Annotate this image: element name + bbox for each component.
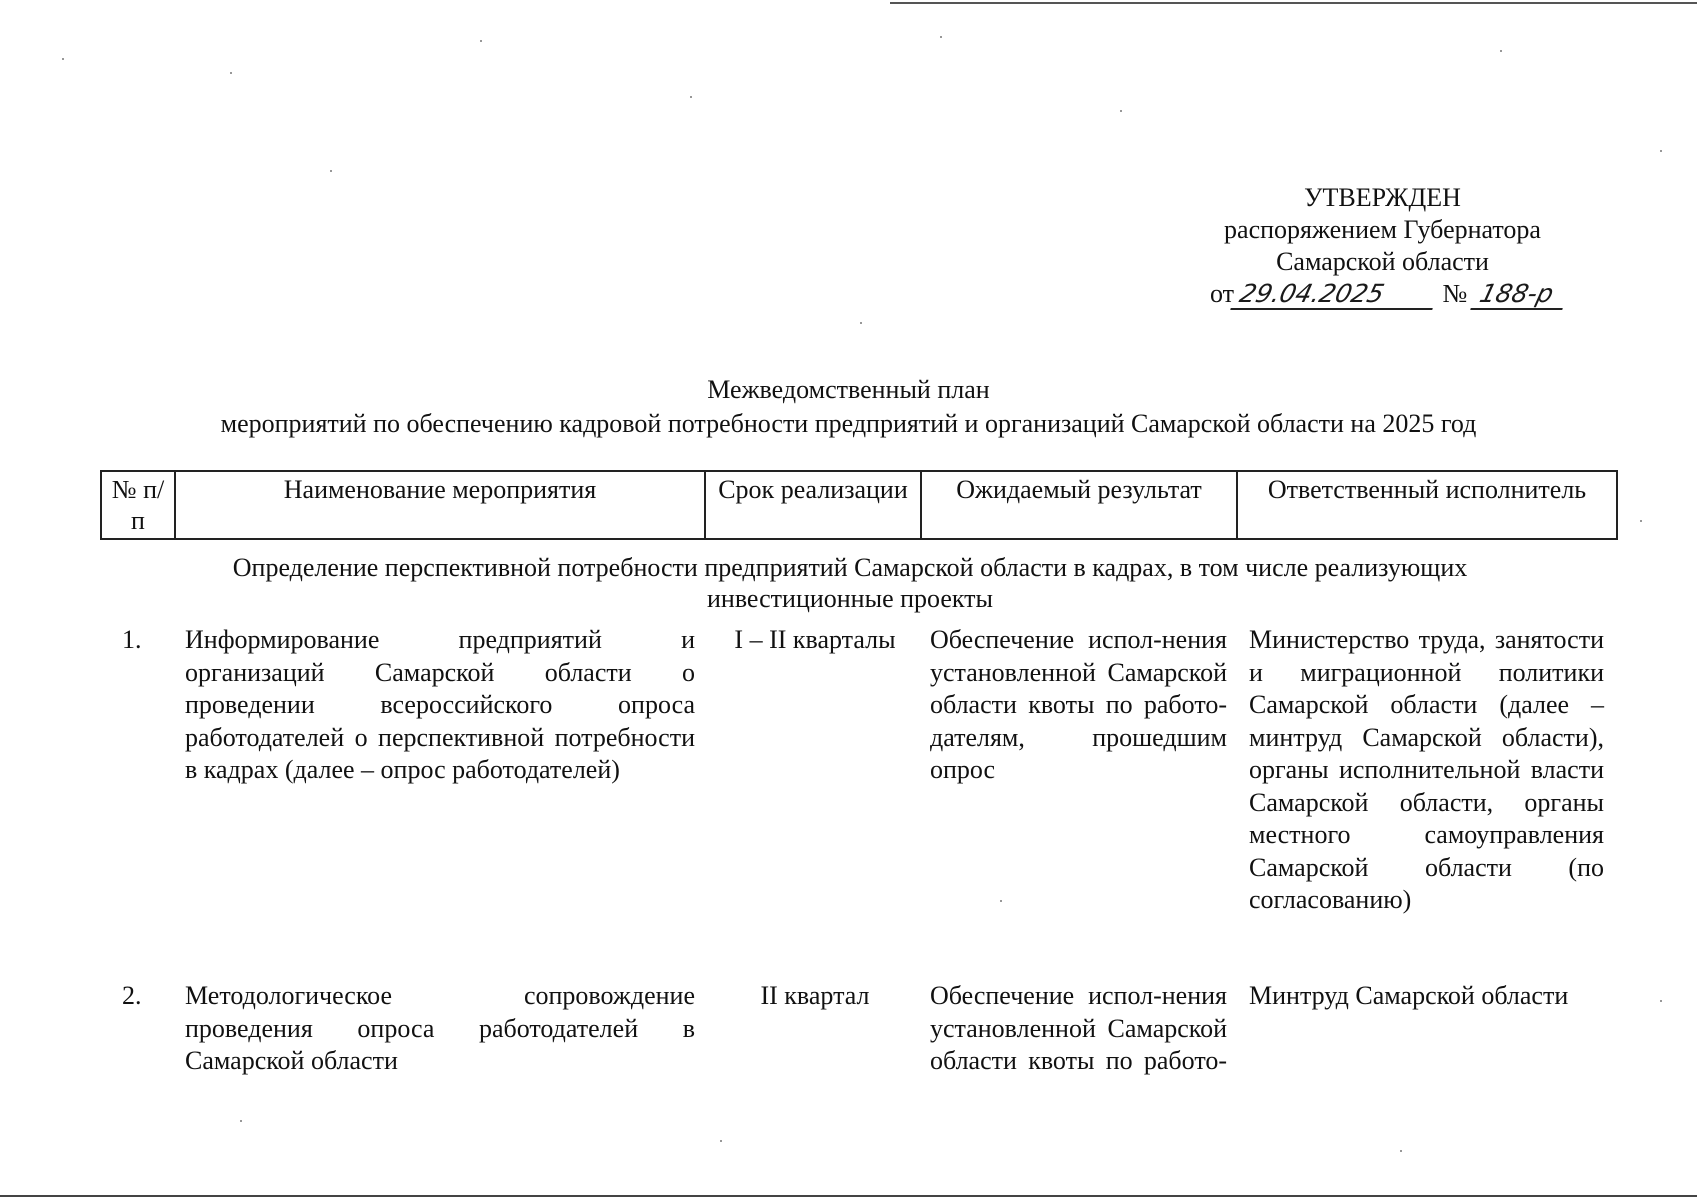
- header-result: Ожидаемый результат: [921, 471, 1237, 539]
- row-number: 2.: [122, 981, 142, 1010]
- scan-speckle: [62, 58, 64, 60]
- approval-authority: распоряжением Губернатора: [1224, 215, 1541, 244]
- scan-speckle: [240, 1120, 242, 1122]
- date-prefix: от: [1210, 279, 1235, 308]
- top-edge-line: [890, 2, 1697, 4]
- scan-speckle: [860, 322, 862, 324]
- scan-speckle: [480, 40, 482, 42]
- plan-table-header: [100, 470, 1618, 540]
- scan-speckle: [1120, 110, 1122, 112]
- approval-title: УТВЕРЖДЕН: [1304, 183, 1461, 212]
- scan-speckle: [720, 1140, 722, 1142]
- header-name: Наименование мероприятия: [175, 471, 705, 539]
- approval-stamp: [1180, 182, 1585, 310]
- row-result: Обеспечение испол-нения установленной Самарской области квоты по работо-: [930, 981, 1227, 1075]
- handwritten-date: 29.04.2025: [1230, 280, 1439, 310]
- row-responsible: Министерство труда, занятости и миграционной политики Самарской области (далее – минтруд Самарской области), органы исполнительной власти Самарской области, органы местного самоуправления Самарской области (по согласованию): [1249, 625, 1604, 914]
- scan-speckle: [690, 96, 692, 98]
- row-number: 1.: [122, 625, 142, 654]
- title-line-2: мероприятий по обеспечению кадровой потребности предприятий и организаций Самарской области на 2025 год: [220, 409, 1477, 438]
- handwritten-number: 188-р: [1470, 280, 1569, 310]
- row-term: II квартал: [760, 981, 870, 1010]
- row-name: Информирование предприятий и организаций Самарской области о проведении всероссийского опроса работодателей о перспективной потребности в кадрах (далее – опрос работодателей): [185, 625, 695, 784]
- title-line-1: Межведомственный план: [707, 375, 990, 404]
- number-prefix: №: [1442, 279, 1468, 308]
- bottom-edge-line: [0, 1195, 1697, 1197]
- approval-date-line: [1180, 278, 1585, 310]
- row-result: Обеспечение испол-нения установленной Самарской области квоты по работо-дателям, прошедшим опрос: [930, 625, 1227, 784]
- approval-region: Самарской области: [1276, 247, 1489, 276]
- scan-speckle: [1000, 900, 1002, 902]
- scan-speckle: [230, 72, 232, 74]
- document-title: [0, 373, 1697, 441]
- header-term: Срок реализации: [705, 471, 921, 539]
- header-num: № п/п: [101, 471, 175, 539]
- section-title: Определение перспективной потребности предприятий Самарской области в кадрах, в том числе реализующих инвестиционные проекты: [232, 553, 1468, 613]
- scan-speckle: [940, 36, 942, 38]
- row-name: Методологическое сопровождение проведения опроса работодателей в Самарской области: [185, 981, 695, 1075]
- scan-speckle: [1660, 1000, 1662, 1002]
- scan-speckle: [1400, 1150, 1402, 1152]
- scan-speckle: [330, 170, 332, 172]
- scan-speckle: [1500, 50, 1502, 52]
- scan-speckle: [1660, 150, 1662, 152]
- scan-speckle: [1640, 520, 1642, 522]
- header-responsible: Ответственный исполнитель: [1237, 471, 1617, 539]
- row-responsible: Минтруд Самарской области: [1249, 981, 1569, 1010]
- row-term: I – II кварталы: [734, 625, 896, 654]
